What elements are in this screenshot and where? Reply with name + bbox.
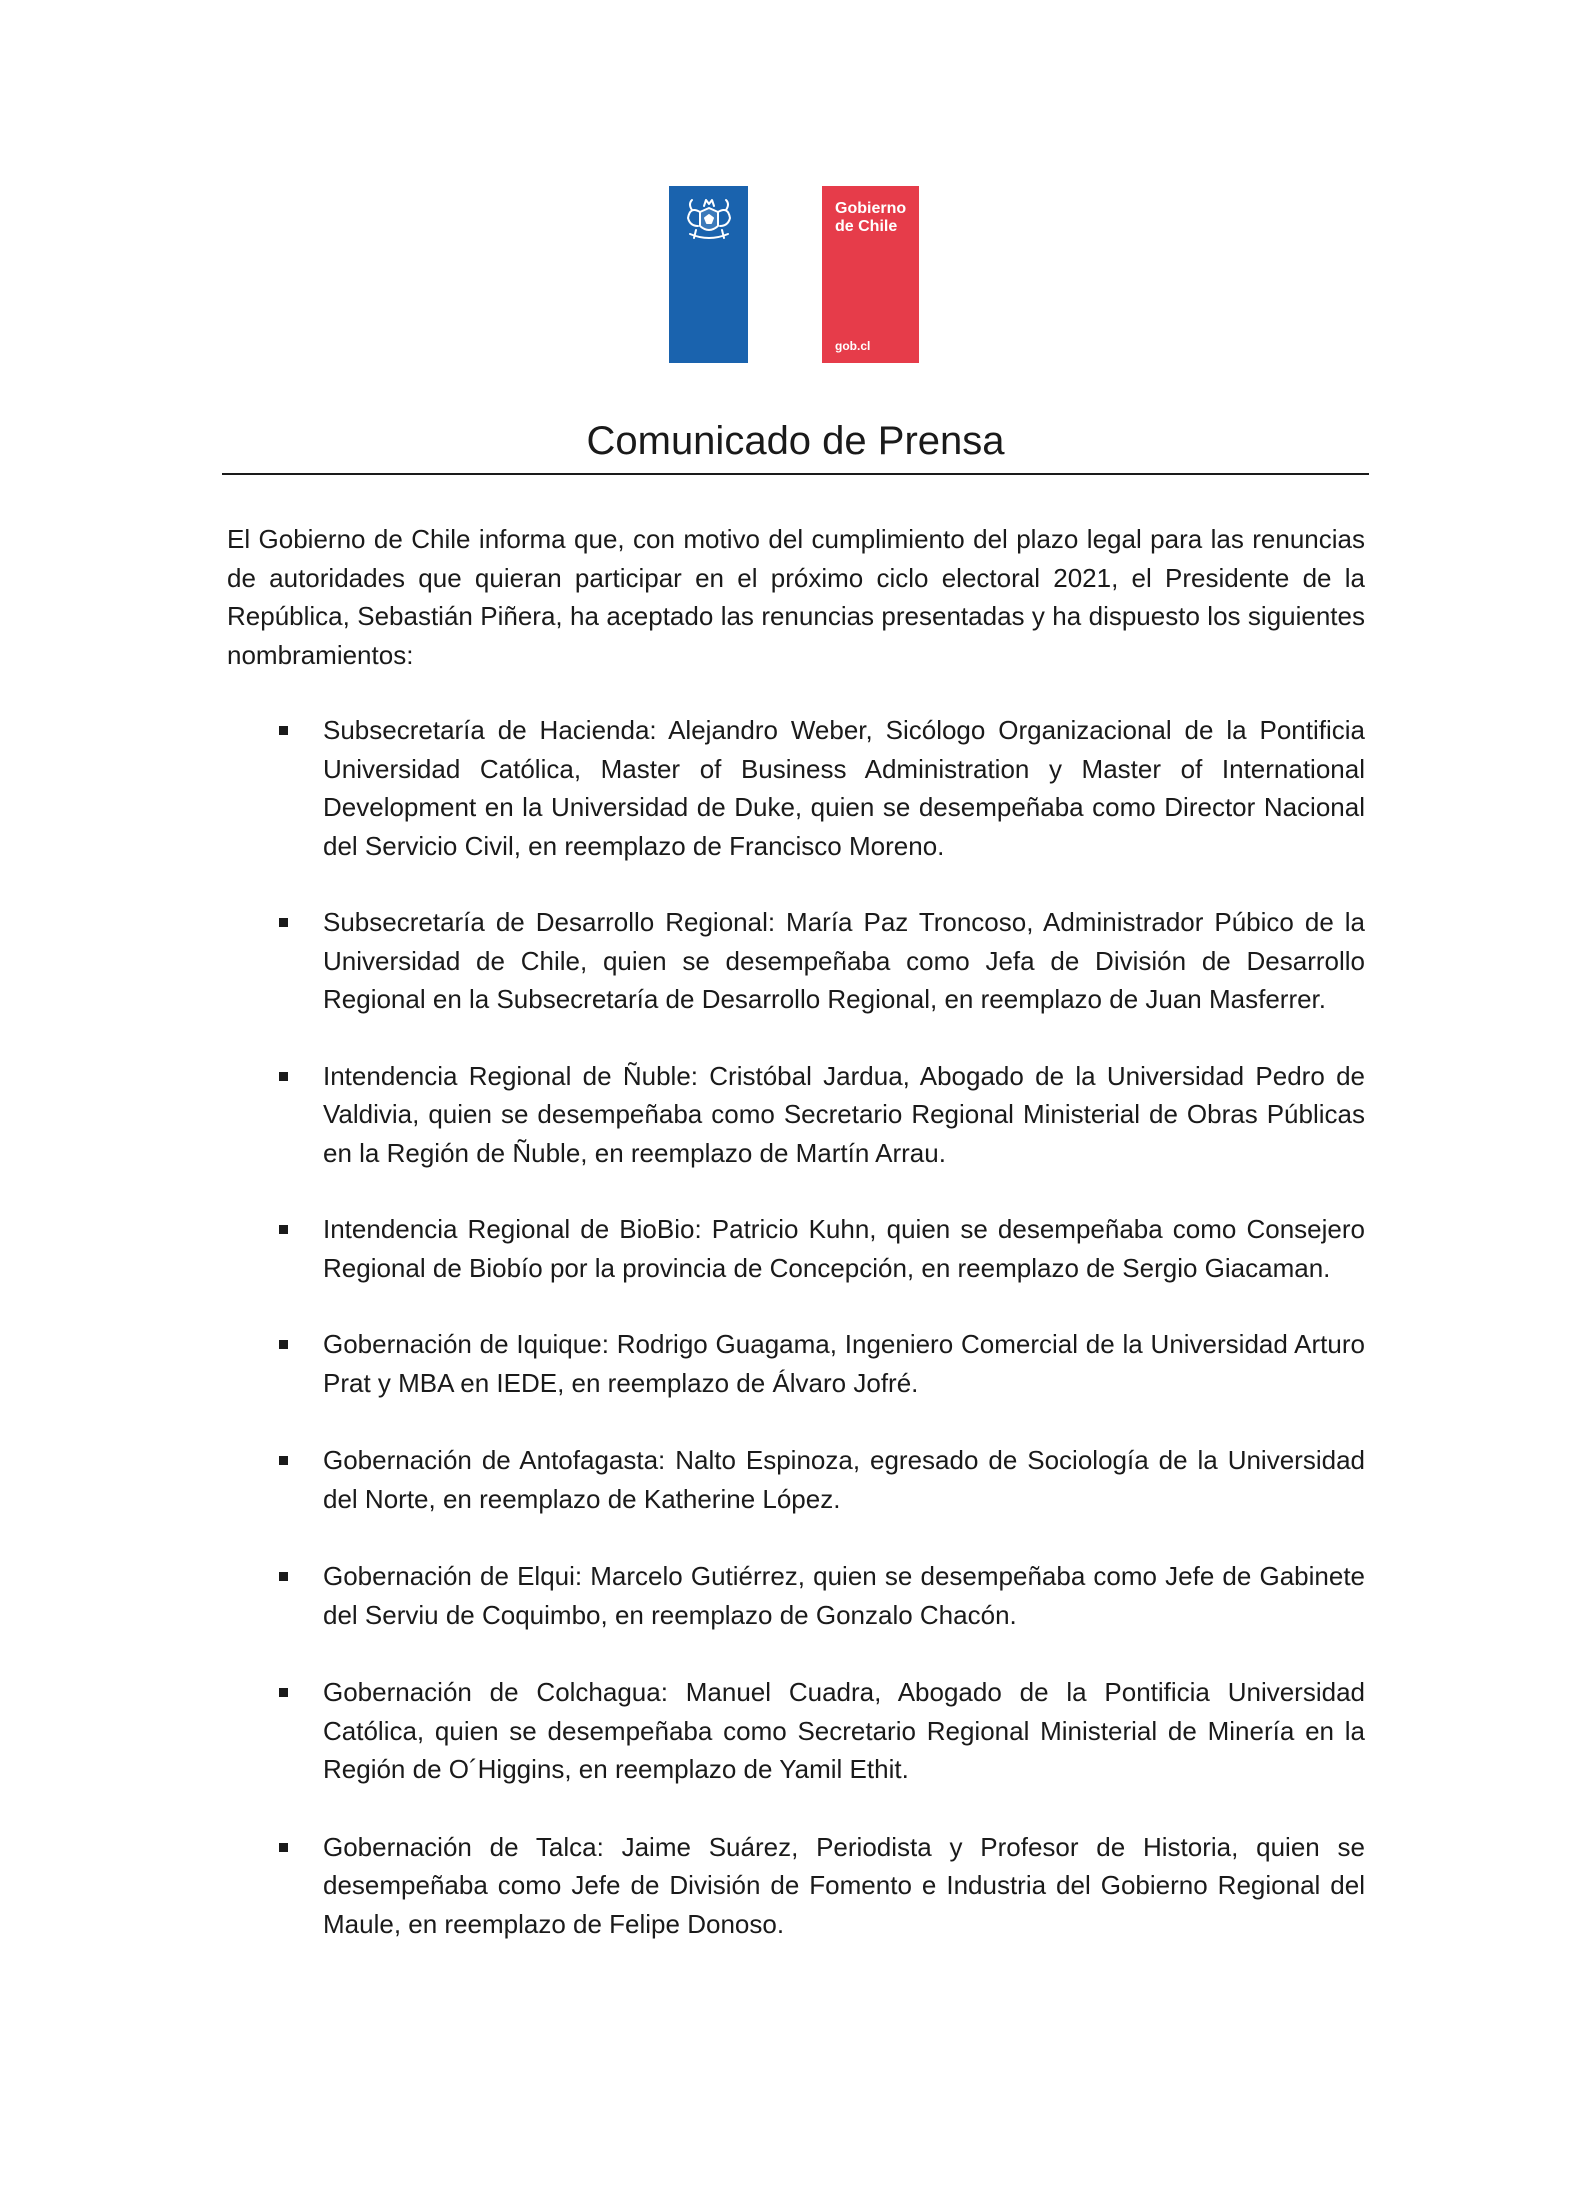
chile-coat-of-arms-icon bbox=[678, 196, 740, 246]
title-divider bbox=[222, 473, 1369, 475]
list-item bbox=[227, 1673, 1365, 1789]
list-item bbox=[227, 1828, 1365, 1944]
bullet-icon bbox=[279, 918, 288, 927]
government-logo bbox=[0, 186, 1571, 363]
bullet-icon bbox=[279, 1072, 288, 1081]
list-item-text: Intendencia Regional de BioBio: Patricio Kuhn, quien se desempeñaba como Consejero Regional de Biobío por la provincia de Concepción, en reemplazo de Sergio Giacaman. bbox=[323, 1214, 1365, 1283]
bullet-icon bbox=[279, 1225, 288, 1234]
logo-site: gob.cl bbox=[835, 339, 871, 353]
list-item-text: Subsecretaría de Hacienda: Alejandro Weber, Sicólogo Organizacional de la Pontificia Universidad Católica, Master of Business Administration y Master of International Development en la Universidad de Duke, quien se desempeñaba como Director Nacional del Servicio Civil, en reemplazo de Francisco Moreno. bbox=[323, 715, 1365, 861]
bullet-icon bbox=[279, 726, 288, 735]
logo-red-panel bbox=[822, 186, 919, 363]
list-item-text: Intendencia Regional de Ñuble: Cristóbal Jardua, Abogado de la Universidad Pedro de Valdivia, quien se desempeñaba como Secretario Regional Ministerial de Obras Públicas en la Región de Ñuble, en reemplazo de Martín Arrau. bbox=[323, 1060, 1365, 1168]
bullet-icon bbox=[279, 1456, 288, 1465]
list-item-text: Gobernación de Antofagasta: Nalto Espinoza, egresado de Sociología de la Universidad del Norte, en reemplazo de Katherine López. bbox=[323, 1445, 1365, 1514]
bullet-icon bbox=[279, 1688, 288, 1697]
list-item bbox=[227, 1210, 1365, 1287]
list-item bbox=[227, 903, 1365, 1019]
list-item-text: Gobernación de Colchagua: Manuel Cuadra, Abogado de la Pontificia Universidad Católica, quien se desempeñaba como Secretario Regional Ministerial de Minería en la Región de O´Higgins, en reemplazo de Yamil Ethit. bbox=[323, 1677, 1365, 1784]
list-item bbox=[227, 711, 1365, 865]
logo-name-line2: de Chile bbox=[835, 218, 898, 235]
list-item bbox=[227, 1557, 1365, 1634]
list-item bbox=[227, 1057, 1365, 1173]
list-item bbox=[227, 1325, 1365, 1402]
bullet-icon bbox=[279, 1843, 288, 1852]
page-title: Comunicado de Prensa bbox=[586, 419, 1005, 463]
logo-blue-panel bbox=[669, 186, 748, 363]
list-item bbox=[227, 1441, 1365, 1518]
intro-paragraph: El Gobierno de Chile informa que, con motivo del cumplimiento del plazo legal para las renuncias de autoridades que quieran participar en el próximo ciclo electoral 2021, el Presidente de la República, Sebastián Piñera, ha aceptado las renuncias presentadas y ha dispuesto los siguientes nombramientos: bbox=[227, 524, 1365, 670]
bullet-icon bbox=[279, 1340, 288, 1349]
logo-name-line1: Gobierno bbox=[835, 200, 907, 217]
list-item-text: Gobernación de Iquique: Rodrigo Guagama, Ingeniero Comercial de la Universidad Arturo Prat y MBA en IEDE, en reemplazo de Álvaro Jofré. bbox=[323, 1329, 1365, 1398]
list-item-text: Subsecretaría de Desarrollo Regional: María Paz Troncoso, Administrador Púbico de la Universidad de Chile, quien se desempeñaba como Jefa de División de Desarrollo Regional en la Subsecretaría de Desarrollo Regional, en reemplazo de Juan Masferrer. bbox=[323, 907, 1365, 1014]
appointments-list bbox=[227, 711, 1365, 1943]
bullet-icon bbox=[279, 1572, 288, 1581]
list-item-text: Gobernación de Elqui: Marcelo Gutiérrez, quien se desempeñaba como Jefe de Gabinete del Serviu de Coquimbo, en reemplazo de Gonzalo Chacón. bbox=[323, 1561, 1365, 1630]
list-item-text: Gobernación de Talca: Jaime Suárez, Periodista y Profesor de Historia, quien se desempeñaba como Jefe de División de Fomento e Industria del Gobierno Regional del Maule, en reemplazo de Felipe Donoso. bbox=[323, 1831, 1365, 1939]
